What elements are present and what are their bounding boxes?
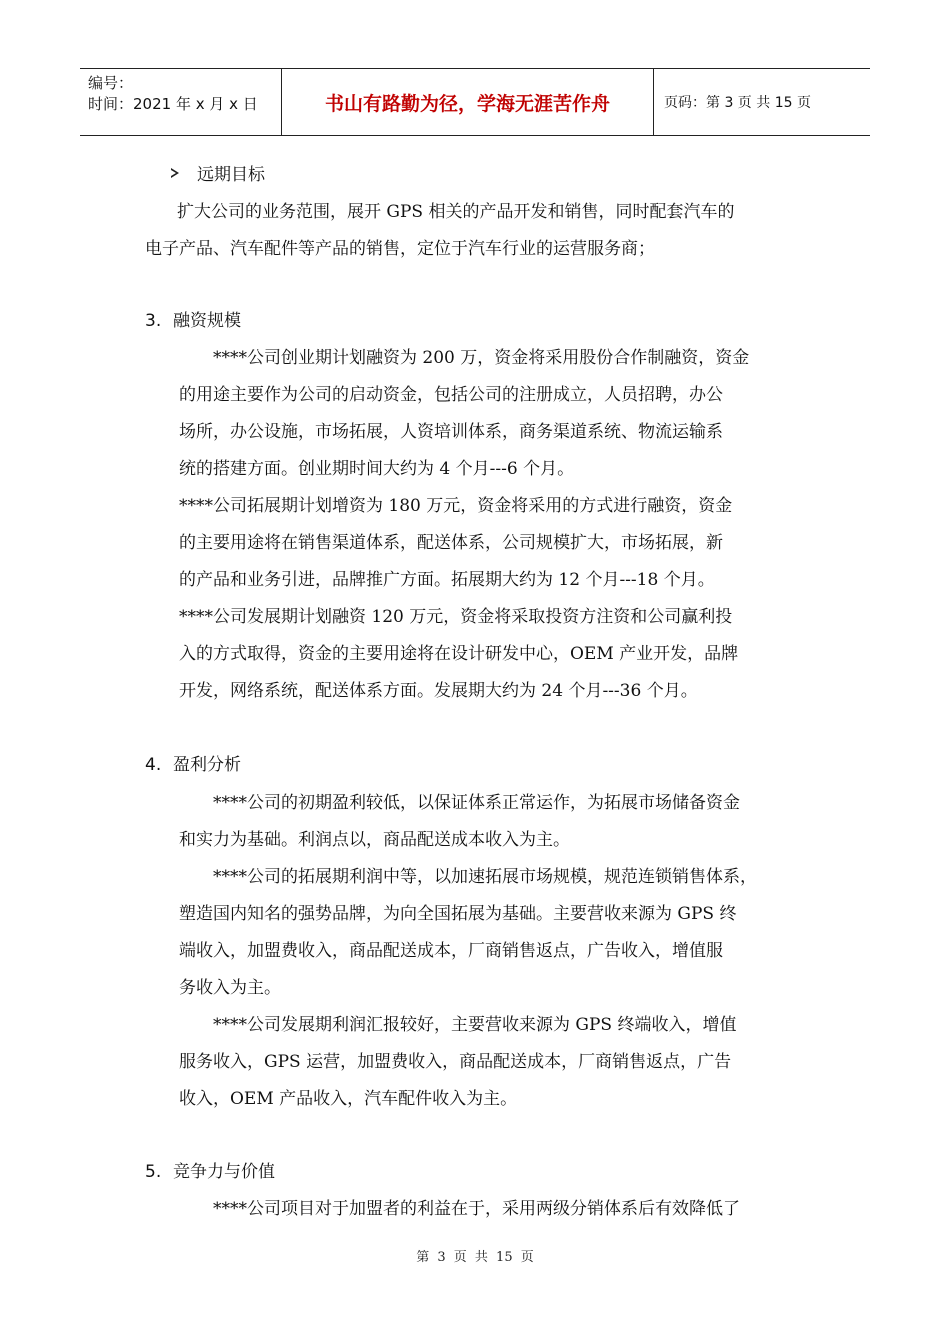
section-title: 融资规模 [173, 311, 241, 331]
page-header [80, 68, 870, 136]
section-number: 5. [145, 1162, 162, 1182]
paragraph-line: 的主要用途将在销售渠道体系，配送体系，公司规模扩大，市场拓展，新 [179, 533, 723, 553]
paragraph-line: 扩大公司的业务范围，展开 GPS 相关的产品开发和销售，同时配套汽车的 [177, 202, 735, 222]
paragraph-line: ****公司拓展期计划增资为 180 万元，资金将采用的方式进行融资，资金 [179, 496, 733, 516]
header-meta [80, 69, 282, 135]
long-term-heading [167, 160, 265, 185]
section-heading-5 [145, 1157, 275, 1182]
section-title: 竞争力与价值 [173, 1162, 275, 1182]
section-title: 盈利分析 [173, 755, 241, 775]
paragraph-line: 务收入为主。 [179, 978, 281, 998]
paragraph-line: 电子产品、汽车配件等产品的销售，定位于汽车行业的运营服务商； [145, 239, 655, 259]
paragraph-line: 端收入，加盟费收入，商品配送成本，厂商销售返点，广告收入，增值服 [179, 941, 723, 961]
paragraph-line: 统的搭建方面。创业期时间大约为 4 个月---6 个月。 [179, 459, 575, 479]
section-heading-3 [145, 306, 241, 331]
page-footer: 第 3 页 共 15 页 [416, 1250, 534, 1265]
paragraph-line: 开发，网络系统，配送体系方面。发展期大约为 24 个月---36 个月。 [179, 681, 698, 701]
arrow-bullet-icon [171, 168, 179, 178]
header-time: 时间：2021 年 x 月 x 日 [88, 95, 258, 113]
paragraph-line: 和实力为基础。利润点以，商品配送成本收入为主。 [179, 830, 570, 850]
paragraph-line: ****公司创业期计划融资为 200 万，资金将采用股份合作制融资，资金 [213, 348, 750, 368]
section-number: 3. [145, 311, 162, 331]
long-term-heading-text: 远期目标 [197, 165, 265, 185]
section-heading-4 [145, 750, 241, 775]
paragraph-line: ****公司发展期计划融资 120 万元，资金将采取投资方注资和公司赢利投 [179, 607, 733, 627]
header-page-number: 页码：第 3 页 共 15 页 [664, 95, 811, 111]
paragraph-line: ****公司的拓展期利润中等，以加速拓展市场规模，规范连锁销售体系， [213, 867, 757, 887]
paragraph-line: ****公司发展期利润汇报较好，主要营收来源为 GPS 终端收入，增值 [213, 1015, 737, 1035]
paragraph-line: 收入，OEM 产品收入，汽车配件收入为主。 [179, 1089, 518, 1109]
section-number: 4. [145, 755, 162, 775]
paragraph-line: 服务收入，GPS 运营，加盟费收入，商品配送成本，厂商销售返点，广告 [179, 1052, 732, 1072]
paragraph-line: 的用途主要作为公司的启动资金，包括公司的注册成立，人员招聘，办公 [179, 385, 723, 405]
paragraph-line: 场所，办公设施，市场拓展，人资培训体系，商务渠道系统、物流运输系 [179, 422, 723, 442]
paragraph-line: 的产品和业务引进，品牌推广方面。拓展期大约为 12 个月---18 个月。 [179, 570, 715, 590]
header-motto: 书山有路勤为径，学海无涯苦作舟 [282, 69, 654, 135]
paragraph-line: ****公司的初期盈利较低，以保证体系正常运作，为拓展市场储备资金 [213, 793, 740, 813]
paragraph-line: 入的方式取得，资金的主要用途将在设计研发中心，OEM 产业开发，品牌 [179, 644, 739, 664]
paragraph-line: 塑造国内知名的强势品牌，为向全国拓展为基础。主要营收来源为 GPS 终 [179, 904, 737, 924]
header-number: 编号： [88, 74, 134, 92]
paragraph-line: ****公司项目对于加盟者的利益在于，采用两级分销体系后有效降低了 [213, 1199, 740, 1219]
